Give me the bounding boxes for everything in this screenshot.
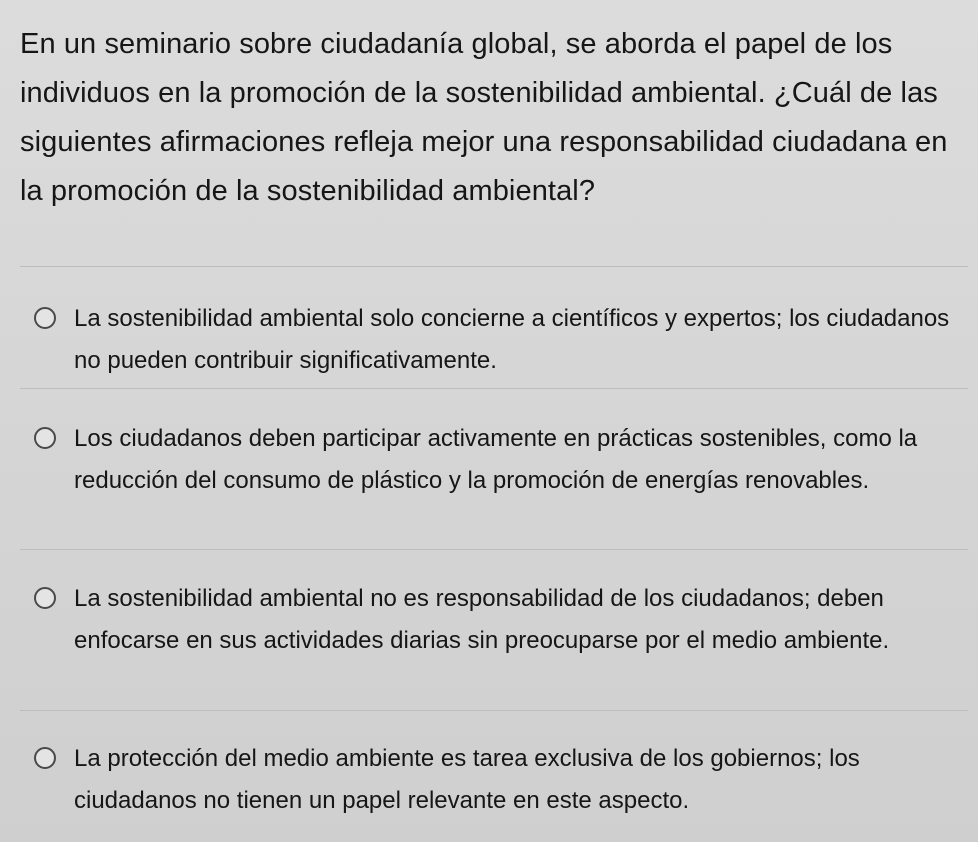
- answer-option-label: La sostenibilidad ambiental no es responsabilidad de los ciudadanos; deben enfocarse en sus actividades diarias sin preocuparse por el medio ambiente.: [74, 585, 890, 654]
- divider: [20, 549, 968, 550]
- answer-option-label: La protección del medio ambiente es tarea exclusiva de los gobiernos; los ciudadanos no tienen un papel relevante en este aspecto.: [74, 745, 860, 814]
- radio-button-icon[interactable]: [34, 307, 56, 329]
- question-text: En un seminario sobre ciudadanía global, se aborda el papel de los individuos en la promoción de la sostenibilidad ambiental. ¿Cuál de las siguientes afirmaciones refleja mejor una responsabilidad ciudadana en la promoción de la sostenibilidad ambiental?: [20, 28, 948, 207]
- divider: [20, 388, 968, 389]
- answer-option-label: La sostenibilidad ambiental solo concierne a científicos y expertos; los ciudadanos no pueden contribuir significativamente.: [74, 305, 950, 374]
- divider: [20, 266, 968, 267]
- radio-button-icon[interactable]: [34, 747, 56, 769]
- divider: [20, 710, 968, 711]
- radio-button-icon[interactable]: [34, 427, 56, 449]
- radio-button-icon[interactable]: [34, 587, 56, 609]
- answer-option-label: Los ciudadanos deben participar activamente en prácticas sostenibles, como la reducción del consumo de plástico y la promoción de energías renovables.: [74, 425, 918, 494]
